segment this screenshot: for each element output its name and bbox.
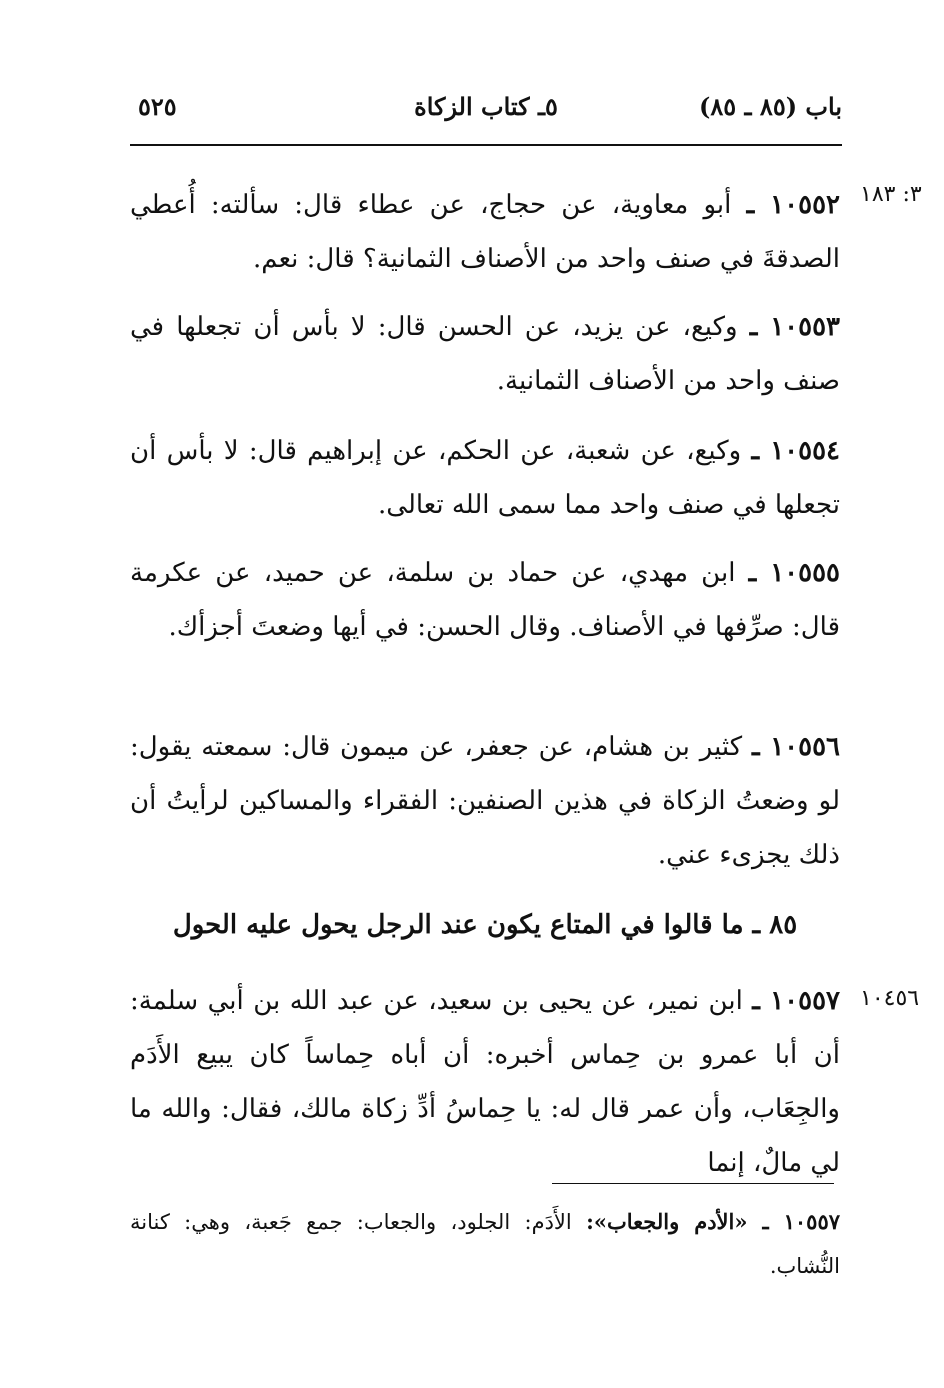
margin-reference: ١٠٤٥٦	[860, 986, 920, 1011]
hadith-entry	[130, 300, 840, 408]
entry-number: ١٠٥٥٤ ـ	[751, 436, 841, 466]
hadith-entry	[130, 974, 840, 1190]
footnote-text: الأَدَم: الجلود، والجعاب: جمع جَعبة، وهي: كنانة النُّشاب.	[130, 1210, 840, 1278]
footnote	[130, 1200, 840, 1288]
footnote-rule	[552, 1183, 834, 1184]
entry-text: كثير بن هشام، عن جعفر، عن ميمون قال: سمعته يقول: لو وضعتُ الزكاة في هذين الصنفين: الفقراء والمساكين لرأيتُ أن ذلك يجزىء عني.	[130, 732, 840, 870]
chapter-range: باب (٨٥ ـ ٨٥)	[699, 92, 842, 121]
hadith-entry	[130, 720, 840, 882]
entry-number: ١٠٥٥٧ ـ	[752, 986, 840, 1016]
page-header	[130, 92, 842, 138]
entry-number: ١٠٥٥٢ ـ	[746, 190, 840, 220]
entry-text: وكيع، عن يزيد، عن الحسن قال: لا بأس أن تجعلها في صنف واحد من الأصناف الثمانية.	[130, 312, 840, 396]
book-title: ٥ـ كتاب الزكاة	[414, 92, 558, 121]
entry-number: ١٠٥٥٣ ـ	[749, 312, 841, 342]
page-number: ٥٢٥	[138, 92, 177, 121]
hadith-entry	[130, 178, 840, 286]
section-heading: ٨٥ ـ ما قالوا في المتاع يكون عند الرجل يحول عليه الحول	[172, 910, 798, 940]
entry-text: وكيع، عن شعبة، عن الحكم، عن إبراهيم قال: لا بأس أن تجعلها في صنف واحد مما سمى الله تعالى.	[130, 436, 840, 520]
hadith-entry	[130, 546, 840, 654]
entry-text: ابن نمير، عن يحيى بن سعيد، عن عبد الله بن أبي سلمة: أن أبا عمرو بن حِماس أخبره: أن أباه حِماساً كان يبيع الأَدَم والجِعَاب، وأن عمر قال له: يا حِماسُ أدِّ زكاة مالك، فقال: والله ما لي مالٌ، إنما	[130, 986, 840, 1178]
margin-reference: ٣: ١٨٣	[860, 182, 922, 207]
entry-text: ابن مهدي، عن حماد بن سلمة، عن حميد، عن عكرمة قال: صرِّفها في الأصناف. وقال الحسن: في أيها وضعتَ أجزأك.	[130, 558, 840, 642]
entry-text: أبو معاوية، عن حجاج، عن عطاء قال: سألته: أُعطي الصدقةَ في صنف واحد من الأصناف الثمانية؟ قال: نعم.	[130, 190, 840, 274]
hadith-entry	[130, 424, 840, 532]
entry-number: ١٠٥٥٥ ـ	[748, 558, 841, 588]
entry-number: ١٠٥٥٦ ـ	[751, 732, 841, 762]
header-rule	[130, 144, 842, 146]
footnote-head: ١٠٥٥٧ ـ «الأدم والجعاب»:	[586, 1209, 841, 1234]
